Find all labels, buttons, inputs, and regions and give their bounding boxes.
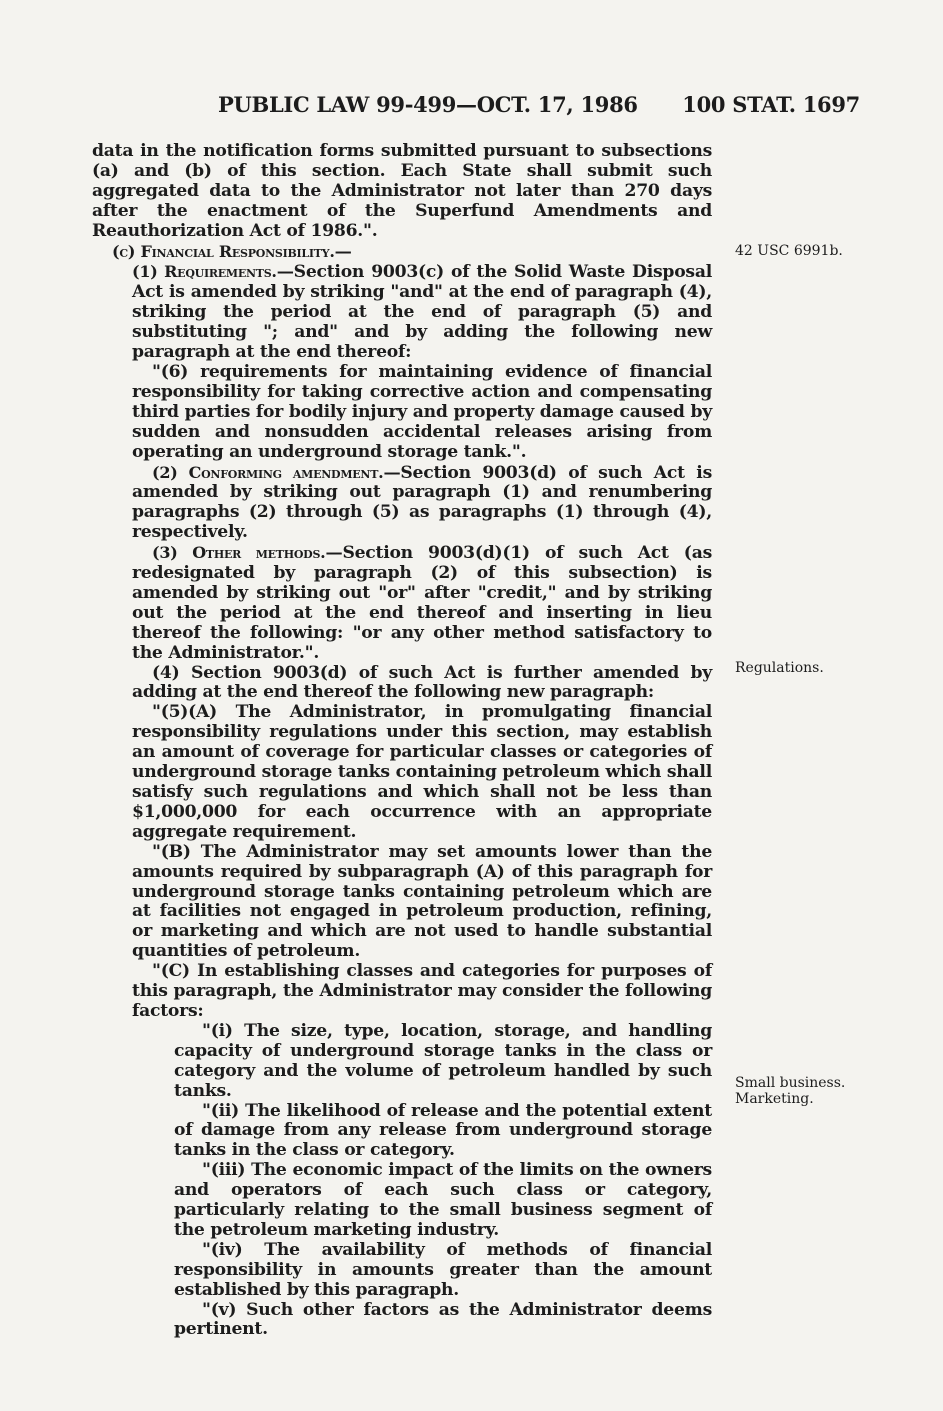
- paragraph-4: (4) Section 9003(d) of such Act is further amended by adding at the end thereof the following new paragraph:: [132, 662, 712, 703]
- subsection-c-label: (c) Financial Responsibility.: [112, 241, 335, 261]
- paragraph-2-text: —Section 9003(d) of such Act is amended by striking out paragraph (1) and renumbering paragraphs (2) through (5) as paragraphs (1) through (4), respectively.: [132, 462, 712, 543]
- paragraph-2-conforming: [92, 463, 712, 544]
- paragraph-3-text: —Section 9003(d)(1) of such Act (as redesignated by paragraph (2) of this subsection) is amended by striking out "or" after "credit," and by striking out the period at the end thereof and inserting in lieu thereof the following: "or any other method satisfactory to the Administrator.".: [132, 543, 713, 663]
- quoted-paragraph-6: "(6) requirements for maintaining evidence of financial responsibility for taking corrective action and compensating third parties for bodily injury and property damage caused by sudden and nonsudden accidental releases arising from operating an underground storage tank.".: [132, 361, 712, 462]
- clause-iii: "(iii) The economic impact of the limits on the owners and operators of each such class or category, particularly relating to the small business segment of the petroleum marketing industry.: [174, 1160, 712, 1240]
- statute-citation: 100 STAT. 1697: [682, 92, 860, 117]
- paragraph-3-label: (3) Other methods.: [152, 543, 326, 563]
- paragraph-1-text: —Section 9003(c) of the Solid Waste Disposal Act is amended by striking "and" at the end of paragraph (4), striking the period at the end of paragraph (5) and substituting "; and" and by adding the following new paragraph at the end thereof:: [132, 262, 712, 363]
- quoted-5A: "(5)(A) The Administrator, in promulgating financial responsibility regulations under this section, may establish an amount of coverage for particular classes or categories of underground storage tanks containing petroleum which shall satisfy such regulations and which shall not be less than $1,000,000 for each occurrence with an appropriate aggregate requirement.: [132, 702, 712, 842]
- paragraph-continuation: data in the notification forms submitted pursuant to subsections (a) and (b) of this section. Each State shall submit such aggregated data to the Administrator not later than 270 days after the enactment of the Superfund Amendments and Reauthorization Act of 1986.".: [92, 141, 712, 241]
- clause-v: "(v) Such other factors as the Administrator deems pertinent.: [174, 1299, 712, 1340]
- clause-i: "(i) The size, type, location, storage, and handling capacity of underground storage tanks in the class or category and the volume of petroleum handled by such tanks.: [174, 1020, 712, 1101]
- paragraph-1-label: (1) Requirements.: [132, 262, 277, 282]
- margin-note-marketing: Marketing.: [735, 1091, 814, 1107]
- subsection-c-dash: —: [334, 241, 352, 262]
- margin-note-small-business: Small business.: [735, 1075, 846, 1091]
- page-header: [90, 92, 860, 122]
- margin-note-usc: 42 USC 6991b.: [735, 243, 843, 259]
- law-title: PUBLIC LAW 99-499—OCT. 17, 1986: [218, 92, 638, 117]
- clause-iv: "(iv) The availability of methods of financial responsibility in amounts greater than the amount established by this paragraph.: [174, 1239, 712, 1300]
- quoted-5B: "(B) The Administrator may set amounts lower than the amounts required by subparagraph (A) of this paragraph for underground storage tanks containing petroleum which are at facilities not engaged in petroleum production, refining, or marketing and which are not used to handle substantial quantities of petroleum.: [132, 841, 712, 962]
- paragraph-3-other-methods: [92, 543, 712, 663]
- document-body: [92, 142, 712, 1340]
- subsection-c-heading: [92, 242, 712, 263]
- paragraph-1-requirements: [92, 262, 712, 363]
- clause-ii: "(ii) The likelihood of release and the potential extent of damage from any release from underground storage tanks in the class or category.: [174, 1100, 712, 1161]
- margin-note-regulations: Regulations.: [735, 660, 824, 676]
- paragraph-2-label: (2) Conforming amendment.: [152, 462, 384, 482]
- quoted-5C: "(C) In establishing classes and categories for purposes of this paragraph, the Administrator may consider the following factors:: [132, 961, 712, 1021]
